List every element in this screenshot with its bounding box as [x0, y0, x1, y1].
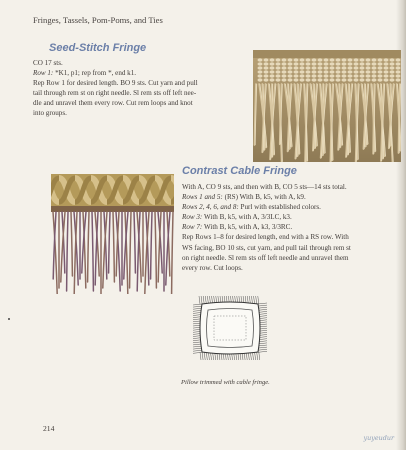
- instruction-line: [182, 232, 351, 242]
- page-number: 214: [43, 424, 55, 433]
- instruction-line: [182, 222, 351, 232]
- instruction-text: With A, CO 9 sts, and then with B, CO 5 sts—14 sts total.: [182, 183, 347, 191]
- instruction-text: Rep Row 1 for desired length. BO 9 sts. Cut yarn and pull: [33, 79, 198, 88]
- instruction-line: [182, 212, 351, 222]
- instruction-line: [182, 182, 351, 192]
- instruction-text: every row. Cut loops.: [182, 263, 243, 272]
- row-label: Row 3:: [182, 213, 203, 222]
- row-label: Row 1:: [33, 69, 54, 78]
- row-label: Row 7:: [182, 223, 203, 232]
- instruction-text: into groups.: [33, 109, 67, 118]
- seed-stitch-title: Seed-Stitch Fringe: [49, 42, 147, 54]
- instruction-line: [182, 263, 351, 273]
- watermark: yuyeudur: [363, 434, 394, 442]
- seed-stitch-fringe-photo: [253, 50, 401, 162]
- instruction-text: on right needle. Sl rem sts off left needle and unravel them: [182, 253, 349, 262]
- contrast-cable-instructions: [182, 182, 351, 273]
- instruction-text: *K1, p1; rep from *, end k1.: [55, 69, 137, 78]
- instruction-line: [33, 58, 198, 68]
- instruction-line: [33, 68, 198, 78]
- instruction-line: [182, 253, 351, 263]
- instruction-line: [182, 192, 351, 202]
- instruction-line: [182, 202, 351, 212]
- scan-speck: [8, 318, 10, 320]
- seed-stitch-instructions: [33, 58, 198, 119]
- instruction-text: dle and unravel them every row. Cut rem loops and knot: [33, 99, 193, 108]
- pillow-illustration: [180, 290, 280, 368]
- instruction-text: Rep Rows 1–8 for desired length, end with a RS row. With: [182, 233, 349, 242]
- instruction-line: [33, 78, 198, 88]
- row-label: Rows 2, 4, 6, and 8:: [182, 203, 239, 212]
- pillow-caption: Pillow trimmed with cable fringe.: [181, 379, 270, 386]
- instruction-text: CO 17 sts.: [33, 59, 63, 67]
- instruction-text: WS facing, BO 10 sts, cut yarn, and pull tail through rem st: [182, 243, 351, 252]
- contrast-cable-title: Contrast Cable Fringe: [182, 165, 297, 177]
- instruction-line: [182, 243, 351, 253]
- contrast-cable-fringe-photo: [51, 172, 174, 294]
- instruction-text: tail through rem st on right needle. Sl rem sts off left nee-: [33, 89, 197, 98]
- instruction-line: [33, 88, 198, 98]
- instruction-text: (RS) With B, k5, with A, k9.: [224, 193, 306, 202]
- instruction-text: With B, k5, with A, 3/3LC, k3.: [203, 213, 292, 222]
- row-label: Rows 1 and 5:: [182, 193, 223, 202]
- instruction-line: [33, 98, 198, 108]
- instruction-text: Purl with established colors.: [240, 203, 321, 212]
- running-head: Fringes, Tassels, Pom-Poms, and Ties: [33, 15, 163, 25]
- instruction-text: With B, k5, with A, k3, 3/3RC.: [203, 223, 293, 232]
- instruction-line: [33, 108, 198, 118]
